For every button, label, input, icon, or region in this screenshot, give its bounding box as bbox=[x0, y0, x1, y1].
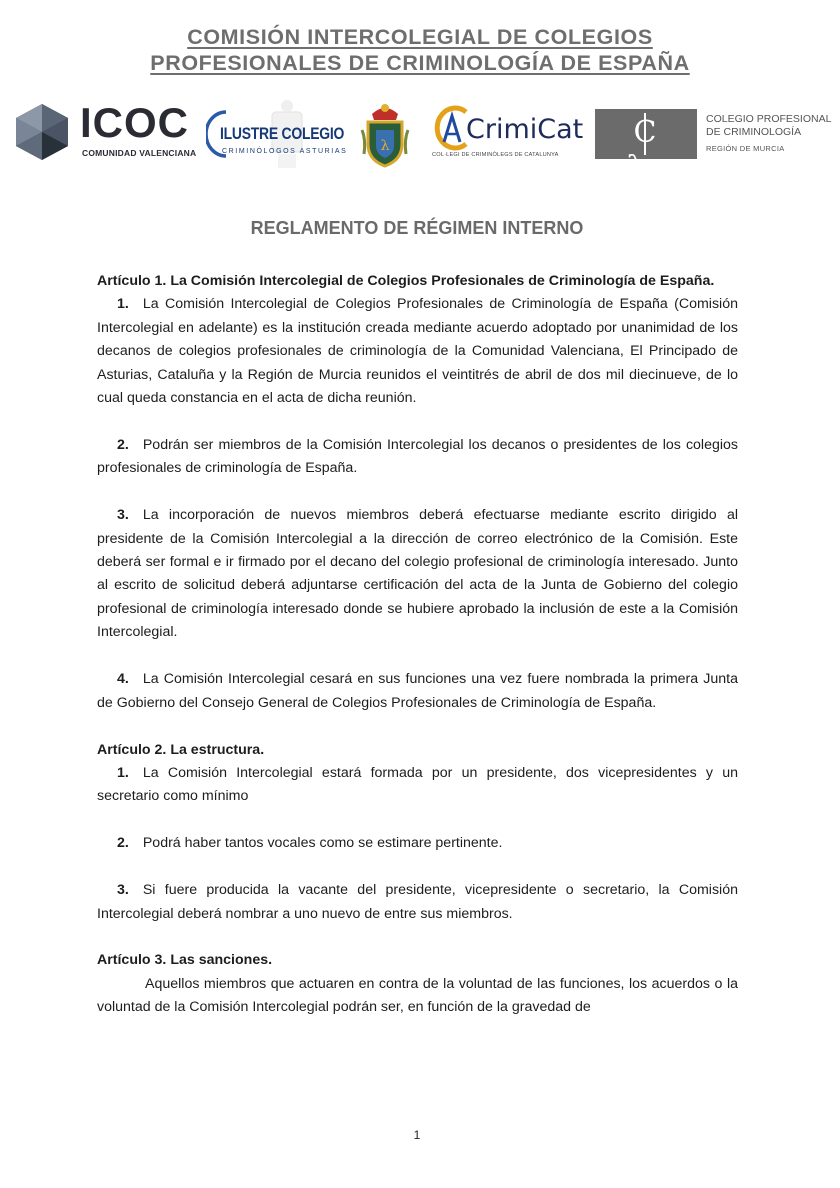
crimicat-logo-subtitle: COL·LEGI DE CRIMINÒLEGS DE CATALUNYA bbox=[432, 152, 559, 158]
article-1-paragraph-1 bbox=[97, 293, 738, 410]
article-3-paragraph-1 bbox=[97, 973, 738, 1020]
paragraph-number: 1. bbox=[117, 764, 129, 781]
murcia-logo-line-1: COLEGIO PROFESIONAL bbox=[706, 113, 832, 125]
paragraph-text: Si fuere producida la vacante del presidente, vicepresidente o secretario, la Comisión Intercolegial deberá nombrar a uno nuevo de entre sus miembros. bbox=[97, 882, 738, 922]
asturias-logo-text: ILUSTRE COLEGIO bbox=[220, 124, 345, 143]
page-number: 1 bbox=[413, 1128, 421, 1142]
heraldic-crest-icon bbox=[358, 100, 412, 168]
article-1-heading: Artículo 1. La Comisión Intercolegial de Colegios Profesionales de Criminología de España. bbox=[97, 273, 715, 289]
paragraph-text: La Comisión Intercolegial estará formada por un presidente, dos vicepresidentes y un secretario como mínimo bbox=[97, 764, 738, 805]
svg-text:λ: λ bbox=[380, 138, 390, 154]
murcia-mark-box bbox=[595, 109, 697, 185]
document-body bbox=[97, 270, 738, 1020]
paragraph-text: La incorporación de nuevos miembros deberá efectuarse mediante escrito dirigido al presidente de la Comisión Intercolegial a la dirección de correo electrónico de la Comisión. Este deberá ser formal e ir firmado por el decano del colegio profesional de criminología interesado. Junto al escrito de solicitud deberá adjuntarse certificación del acta de la Junta de Gobierno del colegio profesional de criminología interesado donde se hubiere aprobado la inclusión de este a la Comisión Intercolegial. bbox=[97, 507, 738, 641]
crimicat-logo-text: CrimiCat bbox=[466, 114, 584, 145]
paragraph-number: 4. bbox=[117, 671, 129, 688]
paragraph-number: 2. bbox=[117, 436, 129, 453]
icoc-logo-text: ICOC bbox=[80, 99, 189, 146]
paragraph-text: La Comisión Intercolegial de Colegios Profesionales de Criminología de España (Comisión Intercolegial en adelante) es la institución creada mediante acuerdo adoptado por unanimidad de los decanos de colegios profesionales de criminología de la Comunidad Valenciana, El Principado de Asturias, Cataluña y la Región de Murcia reunidos el veintitrés de abril de dos mil diecinueve, de lo cual queda constancia en el acta de dicha reunión. bbox=[97, 296, 738, 407]
org-title-line-2: PROFESIONALES DE CRIMINOLOGÍA DE ESPAÑA bbox=[150, 51, 690, 75]
paragraph-number: 1. bbox=[117, 296, 129, 313]
paragraph-text: Podrá haber tantos vocales como se estimare pertinente. bbox=[142, 835, 503, 852]
org-title-line-1: COMISIÓN INTERCOLEGIAL DE COLEGIOS bbox=[187, 25, 653, 49]
paragraph-number: 2. bbox=[117, 835, 129, 852]
paragraph-text: La Comisión Intercolegial cesará en sus funciones una vez fuere nombrada la primera Junta de Gobierno del Consejo General de Colegios Profesionales de Criminología de España. bbox=[97, 671, 738, 711]
icoc-logo-subtitle: COMUNIDAD VALENCIANA bbox=[82, 148, 197, 158]
article-2-heading: Artículo 2. La estructura. bbox=[97, 741, 265, 758]
murcia-logo-line-2: DE CRIMINOLOGÍA bbox=[706, 126, 802, 138]
article-2-paragraph-2 bbox=[97, 832, 738, 855]
article-3-heading: Artículo 3. Las sanciones. bbox=[97, 952, 273, 969]
paragraph-number: 3. bbox=[117, 882, 129, 899]
paragraph-number: 3. bbox=[117, 507, 129, 524]
document-title: REGLAMENTO DE RÉGIMEN INTERNO bbox=[250, 218, 584, 238]
article-1-paragraph-4 bbox=[97, 668, 738, 715]
article-2-paragraph-1 bbox=[97, 762, 738, 809]
article-2-paragraph-3 bbox=[97, 879, 738, 926]
logos-row bbox=[0, 96, 840, 185]
paragraph-text: Podrán ser miembros de la Comisión Intercolegial los decanos o presidentes de los colegios profesionales de criminología de España. bbox=[97, 436, 738, 477]
murcia-mark-letters: C λ bbox=[626, 115, 677, 185]
article-1-paragraph-2 bbox=[97, 434, 738, 481]
icoc-polyhedron-icon bbox=[12, 102, 72, 162]
article-1-paragraph-3 bbox=[97, 504, 738, 644]
asturias-logo-subtitle: CRIMINÓLOGOS ASTURIAS bbox=[222, 148, 348, 155]
paragraph-text: Aquellos miembros que actuaren en contra de la voluntad de las funciones, los acuerdos o la voluntad de la Comisión Intercolegial podrán ser, en función de la gravedad de bbox=[97, 975, 738, 1016]
murcia-logo-line-3: REGIÓN DE MURCIA bbox=[706, 144, 785, 153]
organization-title bbox=[0, 24, 840, 76]
